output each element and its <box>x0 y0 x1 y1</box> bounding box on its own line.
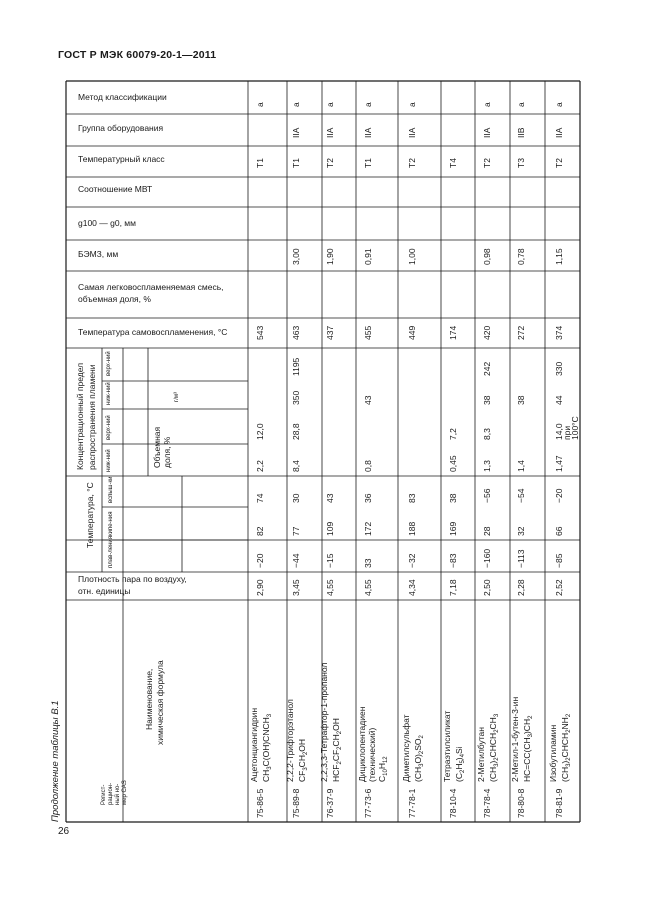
cell-temp_class-4: T2 <box>407 158 417 168</box>
row-header-name-2: химическая формула <box>155 660 165 745</box>
row-header-conc-limits-2: распространения пламени <box>87 364 97 470</box>
cell-autoignition-0: 543 <box>255 325 265 340</box>
cell-mesg-3: 0,91 <box>363 248 373 265</box>
cell-formula-8: $(CH_3)_2CHCH_2NH_2$ <box>560 713 572 782</box>
cell-cas-0: 75-86-5 <box>255 788 265 818</box>
cell-name-4: Диметилсульфат <box>401 714 411 782</box>
cell-method-7: a <box>516 102 526 107</box>
cell-formula-0: $CH_3C(OH)CNCH_3$ <box>261 713 273 782</box>
row-header-upper-gm3: верх-ний <box>106 351 112 376</box>
cell-formula-6: $(CH_3)_2CHCH_2CH_3$ <box>488 713 500 782</box>
cell-vol_lower-1: 8,4 <box>291 460 301 472</box>
cell-vapor_density-5: 7,18 <box>448 579 458 596</box>
page-number: 26 <box>58 826 70 837</box>
cell-group-6: IIA <box>482 127 492 138</box>
row-header-flash: вспыш-ки <box>108 476 114 503</box>
cell-cas-5: 78-10-4 <box>448 788 458 818</box>
cell-flash-4: 83 <box>407 493 417 503</box>
row-header-method: Метод классификации <box>78 92 167 102</box>
cell-vol_lower-8: 1,47 <box>554 455 564 472</box>
cell-vol_upper-1: 28,8 <box>291 423 301 440</box>
cell-gm3_lower-1: 350 <box>291 390 301 405</box>
cell-mesg-8: 1,15 <box>554 248 564 265</box>
cell-melting-3: 33 <box>363 558 373 568</box>
row-header-upper-vol: верх-ний <box>106 415 112 440</box>
cell-temp_class-7: T3 <box>516 158 526 168</box>
row-header-boiling: кипе-ния <box>108 511 114 536</box>
cell-vol-upper-note-8: при <box>562 425 572 440</box>
cell-cas-8: 78-81-9 <box>554 788 564 818</box>
cell-temp_class-6: T2 <box>482 158 492 168</box>
row-header-vapor-density-1: Плотность пара по воздуху, <box>78 574 187 584</box>
cell-mesg-2: 1,90 <box>325 248 335 265</box>
row-header-gm3: г/м³ <box>174 392 180 402</box>
row-header-most-flammable-2: объемная доля, % <box>78 294 151 304</box>
cell-mesg-4: 1,00 <box>407 248 417 265</box>
cell-mesg-6: 0,98 <box>482 248 492 265</box>
cell-autoignition-4: 449 <box>407 325 417 340</box>
cell-boiling-7: 32 <box>516 526 526 536</box>
row-header-group: Группа оборудования <box>78 123 164 133</box>
cell-autoignition-1: 463 <box>291 325 301 340</box>
row-header-mesg-ratio: Соотношение МВТ <box>78 184 153 194</box>
cell-vapor_density-7: 2,28 <box>516 579 526 596</box>
row-header-mesg: БЭМЗ, мм <box>78 249 119 259</box>
cell-temp_class-8: T2 <box>554 158 564 168</box>
row-header-volfrac-1: Объемная <box>152 426 162 468</box>
cell-flash-2: 43 <box>325 493 335 503</box>
cell-cas-1: 75-89-8 <box>291 788 301 818</box>
row-header-lower-gm3: ниж-ний <box>106 382 112 405</box>
cell-flash-5: 38 <box>448 493 458 503</box>
cell-gm3_upper-1: 1195 <box>291 357 301 376</box>
row-header-cas-4: мер CAS <box>122 780 128 805</box>
cell-cas-2: 76-37-9 <box>325 788 335 818</box>
cell-flash-7: −54 <box>516 488 526 503</box>
cell-method-2: a <box>325 102 335 107</box>
cell-temp_class-5: T4 <box>448 158 458 168</box>
cell-formula-1: $CF_3CH_2OH$ <box>297 738 309 782</box>
cell-vol_upper-0: 12,0 <box>255 423 265 440</box>
row-header-cas-1: Регист- <box>101 784 107 805</box>
cell-flash-3: 36 <box>363 493 373 503</box>
table-continuation-caption: Продолжение таблицы В.1 <box>50 700 61 822</box>
cell-cas-4: 77-78-1 <box>407 788 417 818</box>
cell-name-7: 2-Метил-1-бутен-3-ин <box>510 696 520 782</box>
cell-formula-5: $(C_2H_5)_4Si$ <box>454 746 466 782</box>
cell-formula-2: $HCF_2CF_2CH_2OH$ <box>331 718 343 782</box>
cell-melting-6: −160 <box>482 548 492 568</box>
cell-method-1: a <box>291 102 301 107</box>
cell-gm3_lower-6: 38 <box>482 395 492 405</box>
cell-vol_upper-6: 8,3 <box>482 428 492 440</box>
document-header: ГОСТ Р МЭК 60079-20-1—2011 <box>58 49 217 61</box>
cell-name-0: Ацетонциангидрин <box>249 707 259 782</box>
cell-temp_class-1: T1 <box>291 158 301 168</box>
cell-boiling-5: 169 <box>448 521 458 536</box>
cell-name-2: 2,2,3,3-Тетрафтор-1-пропанол <box>319 662 329 782</box>
cell-boiling-3: 172 <box>363 521 373 536</box>
cell-vapor_density-6: 2,50 <box>482 579 492 596</box>
cell-method-6: a <box>482 102 492 107</box>
cell-name-5: Тетраэтилсиликат <box>442 710 452 782</box>
row-header-cas-2: рацион- <box>108 782 114 805</box>
cell-gm3_upper-8: 330 <box>554 361 564 376</box>
cell-melting-0: −20 <box>255 553 265 568</box>
cell-vol-upper-note2-8: 100°C <box>570 416 580 440</box>
cell-autoignition-5: 174 <box>448 325 458 340</box>
cell-cas-6: 78-78-4 <box>482 788 492 818</box>
cell-melting-1: −44 <box>291 553 301 568</box>
cell-vapor_density-0: 2,90 <box>255 579 265 596</box>
cell-temp_class-0: T1 <box>255 158 265 168</box>
cell-gm3_lower-7: 38 <box>516 395 526 405</box>
cell-melting-7: −113 <box>516 549 526 568</box>
cell-vapor_density-8: 2,52 <box>554 579 564 596</box>
row-header-lower-vol: ниж-ний <box>106 449 112 472</box>
cell-vol_lower-7: 1,4 <box>516 460 526 472</box>
row-header-melting: плав-ления <box>108 535 114 568</box>
cell-autoignition-7: 272 <box>516 325 526 340</box>
row-header-cas-3: ный но- <box>115 783 121 805</box>
cell-vapor_density-2: 4,55 <box>325 579 335 596</box>
row-header-autoignition: Температура самовоспламенения, °С <box>78 327 228 337</box>
cell-vol_upper-5: 7,2 <box>448 428 458 440</box>
cell-temp_class-2: T2 <box>325 158 335 168</box>
cell-melting-8: −85 <box>554 553 564 568</box>
row-header-volfrac-2: доля, % <box>162 436 172 468</box>
row-header-most-flammable-1: Самая легковоспламеняемая смесь, <box>78 282 224 292</box>
cell-vapor_density-1: 3,45 <box>291 579 301 596</box>
cell-boiling-6: 28 <box>482 526 492 536</box>
cell-melting-2: −15 <box>325 553 335 568</box>
cell-gm3_lower-3: 43 <box>363 395 373 405</box>
cell-boiling-4: 188 <box>407 521 417 536</box>
cell-boiling-1: 77 <box>291 526 301 536</box>
cell-flash-1: 30 <box>291 493 301 503</box>
cell-method-3: a <box>363 102 373 107</box>
cell-autoignition-6: 420 <box>482 325 492 340</box>
cell-flash-6: −56 <box>482 488 492 503</box>
cell-boiling-2: 109 <box>325 521 335 536</box>
row-header-name-1: Наименование, <box>144 668 154 730</box>
cell-melting-4: −32 <box>407 553 417 568</box>
cell-method-8: a <box>554 102 564 107</box>
cell-vol_lower-3: 0,8 <box>363 460 373 472</box>
cell-formula-4: $(CH_3O)_2SO_2$ <box>413 735 425 782</box>
row-header-vapor-density-2: отн. единицы <box>78 586 131 596</box>
cell-formula-7: $HC=CC(CH_3)CH_2$ <box>522 715 534 782</box>
cell-name-3: Дициклопентадиен <box>357 706 367 782</box>
cell-autoignition-3: 455 <box>363 325 373 340</box>
cell-name-8: Изобутиламин <box>548 724 558 782</box>
cell-temp_class-3: T1 <box>363 158 373 168</box>
cell-autoignition-8: 374 <box>554 325 564 340</box>
cell-mesg-7: 0,78 <box>516 248 526 265</box>
cell-group-3: IIA <box>363 127 373 138</box>
cell-melting-5: −83 <box>448 553 458 568</box>
cell-vapor_density-4: 4,34 <box>407 579 417 596</box>
cell-formula-3: $C_{10}H_{12}$ <box>377 756 389 782</box>
cell-vol_upper-8: 14,0 <box>554 423 564 440</box>
cell-group-4: IIA <box>407 127 417 138</box>
row-header-temp-class: Температурный класс <box>78 154 165 164</box>
cell-vol_lower-5: 0,45 <box>448 455 458 472</box>
cell-cas-7: 78-80-8 <box>516 788 526 818</box>
cell-autoignition-2: 437 <box>325 325 335 340</box>
cell-boiling-8: 66 <box>554 526 564 536</box>
cell-vapor_density-3: 4,55 <box>363 579 373 596</box>
cell-gm3_upper-6: 242 <box>482 361 492 376</box>
cell-vol_lower-6: 1,3 <box>482 460 492 472</box>
cell-gm3_lower-8: 44 <box>554 395 564 405</box>
cell-cas-3: 77-73-6 <box>363 788 373 818</box>
cell-name-1: 2,2,2-Трифторэтанол <box>285 699 295 782</box>
cell-name-6: 2-Метилбутан <box>476 727 486 782</box>
cell-group-1: IIA <box>291 127 301 138</box>
cell-boiling-0: 82 <box>255 526 265 536</box>
cell-vol_lower-0: 2,2 <box>255 460 265 472</box>
row-header-conc-limits-1: Концентрационный предел <box>75 362 85 470</box>
cell-name2-3: (технический) <box>367 727 377 782</box>
cell-group-7: IIB <box>516 127 526 138</box>
row-header-g-diff: g100 — g0, мм <box>78 218 136 228</box>
cell-group-8: IIA <box>554 127 564 138</box>
table-cells <box>75 92 580 818</box>
cell-flash-0: 74 <box>255 493 265 503</box>
row-header-temperature: Температура, °С <box>85 482 95 548</box>
cell-flash-8: −20 <box>554 488 564 503</box>
cell-method-0: a <box>255 102 265 107</box>
cell-method-4: a <box>407 102 417 107</box>
cell-group-2: IIA <box>325 127 335 138</box>
cell-mesg-1: 3,00 <box>291 248 301 265</box>
